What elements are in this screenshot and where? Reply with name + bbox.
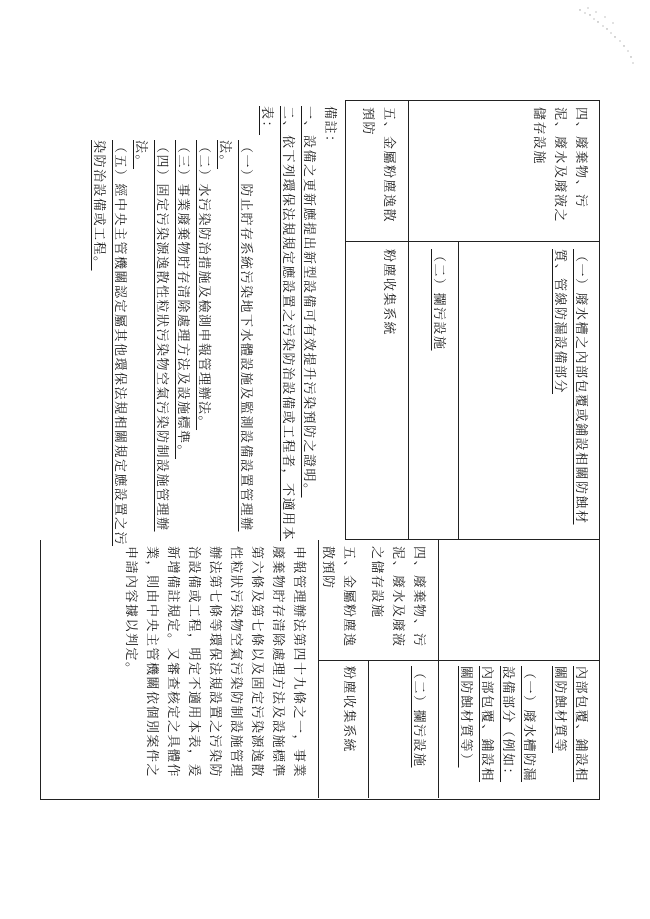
right-top-sub: 內部包覆、鋪設相關防蝕材質等 bbox=[552, 666, 588, 783]
remark-text: 申報管理辦法第四十九條之一，事業廢棄物貯存清除處理方法及設施標準第六條及第七條以及固定污染源逸散性粒狀污染物空氣污染防制設施管理辦法第七條等環保法規設置之污染防治設備或工程，明定不適用本表，爰新增備註規定。又審查核定之具體作業，則由中央主管機關依個別案件之申請內容據以判定。 bbox=[123, 546, 306, 779]
left-row1-sub1: （一）廢水槽之內部包覆或鋪設相關防蝕材質、管線防漏設備部分 bbox=[552, 249, 588, 525]
right-row1-sub1: （一）廢水槽防漏設備部分（例如：內部包覆、鋪設相關防蝕材質等） bbox=[458, 666, 536, 783]
note-item-6: （四）固定污染源逸散性粒狀污染物空氣污染防制設施管理辦法。 bbox=[133, 140, 169, 532]
right-row2-item: 五、金屬粉塵逸散預防 bbox=[320, 546, 356, 648]
left-row2-sub1: 粉塵收集系統 bbox=[381, 249, 396, 337]
right-row1-item: 四、廢棄物、污泥、廢水及廢液之儲存設施 bbox=[369, 546, 426, 648]
notes-section bbox=[88, 106, 340, 546]
scan-noise bbox=[576, 4, 636, 74]
right-table bbox=[40, 540, 600, 800]
note-item-3: （一）防止貯存系統污染地下水體設施及監測設備設置管理辦法。 bbox=[217, 140, 253, 532]
right-row2-sub1: 粉塵收集系統 bbox=[341, 666, 356, 754]
note-item-7: （五）經中央主管機關認定屬其他環保法規相關規定應設置之污染防治設備或工程。 bbox=[91, 140, 127, 547]
note-item-2: 二、依下列環保法規規定應設置之污染防治設備或工程者，不適用本表： bbox=[259, 106, 295, 542]
left-row1-item: 四、廢棄物、污泥、廢水及廢液之儲存設施 bbox=[531, 107, 588, 224]
note-item-1: 一、設備之更新應提出新型設備可有效提升污染預防之證明。 bbox=[301, 106, 316, 498]
left-row2-item: 五、金屬粉塵逸散預防 bbox=[360, 107, 396, 224]
left-table bbox=[345, 100, 600, 540]
left-row1-sub2: （二）攔污設施 bbox=[431, 249, 446, 351]
note-item-5: （三）事業廢棄物貯存清除處理方法及設施標準。 bbox=[175, 140, 190, 460]
rotated-page bbox=[40, 100, 600, 800]
right-row1-sub2: （二）攔污設施 bbox=[411, 666, 426, 768]
notes-title: 備註： bbox=[322, 106, 337, 150]
note-item-4: （二）水污染防治措施及檢測申報管理辦法。 bbox=[196, 140, 211, 431]
